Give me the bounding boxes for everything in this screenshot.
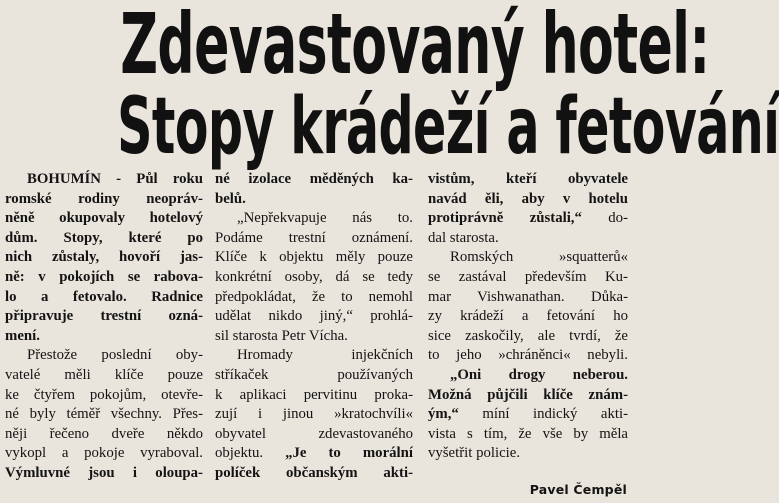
bold-text: nich zůstaly, hovoří jas-: [5, 249, 203, 266]
article-text-line: [428, 386, 628, 406]
article-text-line: [5, 386, 203, 406]
article-text-line: [215, 248, 413, 268]
bold-text: belů.: [215, 190, 246, 207]
body-text: „Nepřekvapuje nás to.: [237, 210, 413, 227]
bold-text: dům. Stopy, které po: [5, 229, 203, 246]
body-text: vykopl a pokoje vyraboval.: [5, 445, 203, 462]
article-text-line: [5, 425, 203, 445]
body-text: dal starosta.: [428, 229, 499, 246]
bold-text: vistům, kteří obyvatele: [428, 171, 628, 187]
body-text: to jeho »chráněnci« nebyli.: [428, 347, 628, 364]
article-text-line: [5, 307, 203, 327]
article-text-line: [428, 268, 628, 288]
body-text: mar Vishwanathan. Důka-: [428, 288, 628, 305]
body-text: Hromady injekčních: [237, 347, 413, 364]
bold-text: připravuje trestní ozná-: [5, 308, 203, 325]
bold-text: BOHUMÍN - Půl roku: [27, 171, 203, 187]
article-text-line: [5, 366, 203, 386]
bold-text: né izolace měděných ka-: [215, 171, 413, 187]
body-text: Romských »squatterů«: [450, 249, 628, 266]
body-text: vyšetřit policie.: [428, 445, 521, 462]
article-column-2: [215, 170, 413, 503]
article-text-line: [215, 170, 413, 190]
article-text-line: [215, 464, 413, 484]
body-text: vatelé měli klíče pouze: [5, 366, 203, 383]
article-text-line: [428, 190, 628, 210]
article-text-line: [5, 464, 203, 484]
body-text: konkrétní osoby, dá se tedy: [215, 268, 413, 285]
bold-text: něně okupovaly hotelový: [5, 210, 203, 227]
bold-text: navád ěli, aby v hotelu: [428, 190, 628, 207]
author-byline: Pavel Čempěl: [529, 482, 627, 497]
article-text-line: [428, 327, 628, 347]
body-text: zy krádeží a fetování ho: [428, 308, 628, 325]
bold-text: „Je to morální: [285, 445, 413, 462]
body-text: Podáme trestní oznámení.: [215, 229, 413, 246]
article-text-line: [428, 405, 628, 425]
body-text: obyvatel zdevastovaného: [215, 425, 413, 442]
article-text-line: [215, 405, 413, 425]
article-text-line: [5, 405, 203, 425]
body-text: k aplikaci pervitinu proka-: [215, 386, 413, 403]
headline-line-1: Zdevastovaný hotel:: [120, 0, 710, 93]
article-text-line: [428, 444, 628, 464]
article-text-line: [428, 346, 628, 366]
article-text-line: [215, 327, 413, 347]
body-text: Klíče k objektu měly pouze: [215, 249, 413, 266]
body-text: stříkaček používaných: [215, 366, 413, 383]
article-text-line: [428, 170, 628, 190]
bold-text: mení.: [5, 327, 40, 344]
article-text-line: [428, 425, 628, 445]
body-text: né byly téměř všechny. Přes-: [5, 406, 203, 423]
article-text-line: [215, 209, 413, 229]
article-text-line: [215, 190, 413, 210]
body-text: sil starosta Petr Vícha.: [215, 327, 348, 344]
article-text-line: [215, 307, 413, 327]
article-text-line: [215, 288, 413, 308]
bold-text: protiprávně zůstali,“: [428, 210, 582, 227]
body-text: ke čtyřem pokojům, otevře-: [5, 386, 203, 403]
body-text: se zastával především Ku-: [428, 268, 628, 285]
article-text-line: [5, 268, 203, 288]
body-text: míní indický akti-: [458, 406, 628, 423]
bold-text: „Oni drogy neberou.: [450, 366, 628, 383]
bold-text: Možná půjčili klíče znám-: [428, 386, 628, 403]
article-text-line: [428, 307, 628, 327]
article-text-line: [5, 209, 203, 229]
article-text-line: [5, 170, 203, 190]
article-text-line: [5, 444, 203, 464]
article-text-line: [428, 288, 628, 308]
bold-text: ým,“: [428, 406, 459, 423]
article-text-line: [215, 268, 413, 288]
article-text-line: [215, 346, 413, 366]
body-text: do-: [581, 210, 628, 227]
body-text: sice zaskočily, ale tvrdí, že: [428, 327, 628, 344]
article-text-line: [5, 327, 203, 347]
article-column-1: [5, 170, 203, 503]
article-text-line: [5, 229, 203, 249]
article-text-line: [215, 229, 413, 249]
article-text-line: [428, 366, 628, 386]
article-text-line: [428, 229, 628, 249]
body-text: zují i jinou »kratochvíli«: [215, 406, 413, 423]
body-text: udělat nikdo jiný,“ prohlá-: [215, 308, 413, 325]
article-text-line: [428, 248, 628, 268]
bold-text: ně: v pokojích se rabova-: [5, 268, 203, 285]
article-text-line: [215, 366, 413, 386]
body-text: Přestože poslední oby-: [27, 347, 203, 364]
body-text: předpokládat, že to nemohl: [215, 288, 413, 305]
bold-text: políček občanským akti-: [215, 464, 413, 481]
bold-text: Výmluvné jsou i oloupa-: [5, 464, 203, 481]
body-text: vista s tím, že vše by měla: [428, 425, 628, 442]
article-text-line: [5, 190, 203, 210]
article-text-line: [5, 346, 203, 366]
article-text-line: [215, 425, 413, 445]
headline-line-2: Stopy krádeží a fetování: [117, 82, 779, 172]
article-text-line: [5, 248, 203, 268]
body-text: objektu.: [215, 445, 286, 462]
article-text-line: [5, 288, 203, 308]
bold-text: romské rodiny neopráv-: [5, 190, 203, 207]
article-column-3: [428, 170, 628, 503]
body-text: něji řečeno dveře někdo: [5, 425, 203, 442]
article-text-line: [215, 386, 413, 406]
bold-text: lo a fetovalo. Radnice: [5, 288, 203, 305]
article-text-line: [215, 444, 413, 464]
article-text-line: [428, 209, 628, 229]
